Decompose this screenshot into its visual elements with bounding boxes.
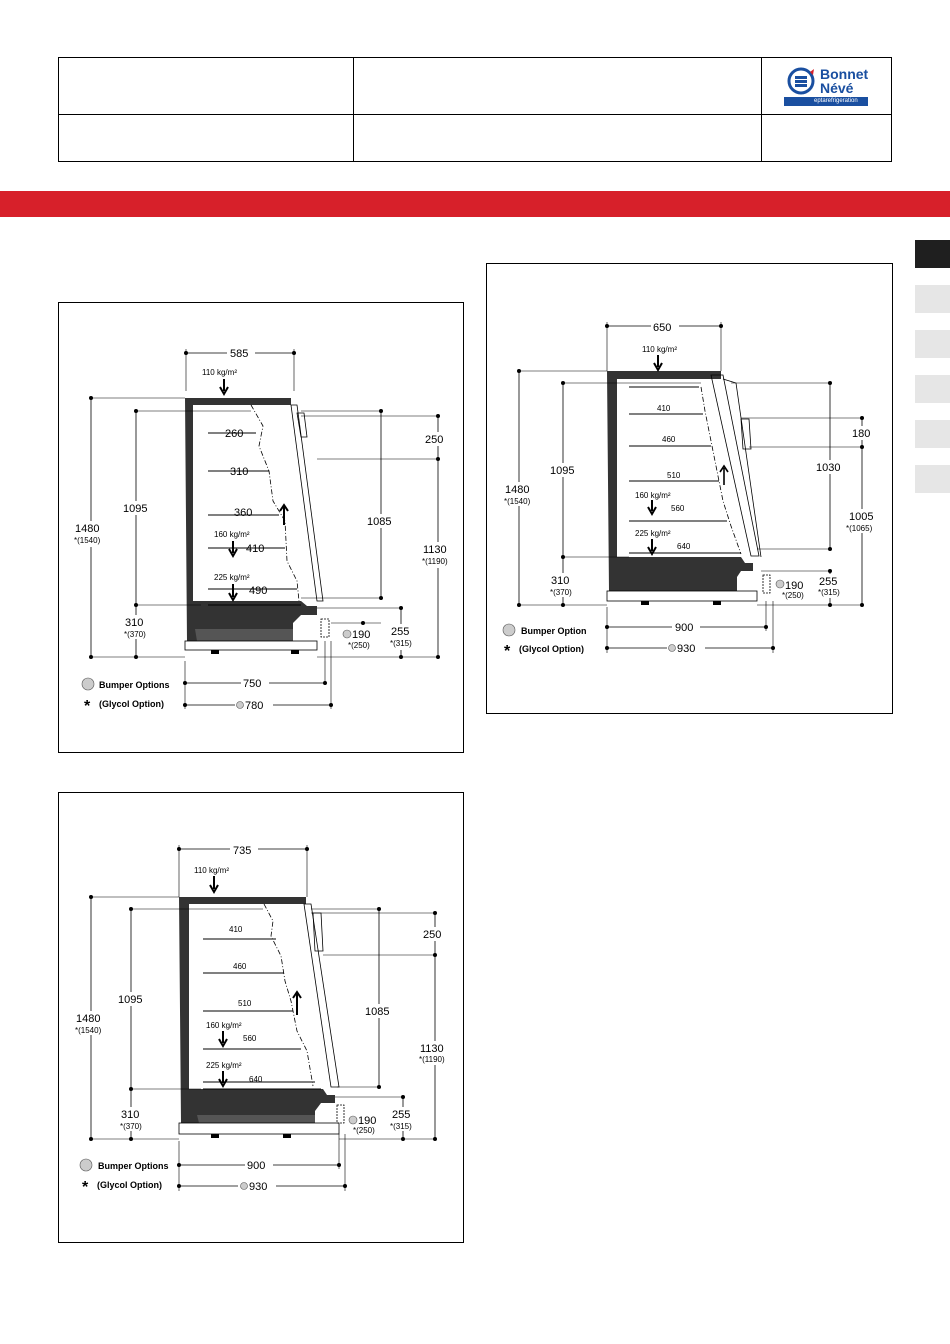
dim-point — [605, 646, 609, 650]
top-load-label: 110 kg/m² — [642, 345, 677, 354]
dim-point — [89, 396, 93, 400]
glass-pivot-icon — [720, 466, 728, 485]
dim-top-width: 650 — [653, 322, 672, 334]
dim-right-mid: 1085 — [365, 1006, 390, 1018]
dim-right-mid: 1085 — [367, 516, 392, 528]
dim-point — [379, 409, 383, 413]
plinth — [607, 591, 757, 601]
dim-point — [337, 1163, 341, 1167]
load-label: 225 kg/m² — [214, 573, 250, 582]
dim-base-height-glycol: *(370) — [550, 588, 572, 597]
dim-point — [323, 681, 327, 685]
cabinet-section-650 — [487, 264, 894, 715]
dim-height-total: 1480 — [505, 484, 530, 496]
side-tab-4[interactable] — [915, 375, 950, 403]
glass-pivot-icon — [293, 992, 301, 1015]
glycol-legend-symbol: * — [84, 698, 91, 715]
dim-point — [436, 414, 440, 418]
dim-front-height: 255 — [391, 626, 410, 638]
canopy-light — [741, 419, 751, 449]
shelf-depth-label: 360 — [234, 507, 253, 519]
dim-point — [828, 569, 832, 573]
bumper-marker-icon — [237, 702, 244, 709]
dim-overall-width: 930 — [677, 643, 696, 655]
dim-right-total: 1005 — [849, 511, 874, 523]
load-arrow-icon — [229, 584, 237, 600]
dim-point — [561, 603, 565, 607]
load-arrow-icon — [648, 500, 656, 514]
load-label: 160 kg/m² — [214, 530, 250, 539]
dim-right-total: 1130 — [420, 1043, 444, 1055]
legend-glycol: (Glycol Option) — [97, 1180, 162, 1190]
shelf-depth-label: 460 — [233, 962, 247, 971]
dim-bumper-depth: 190 — [358, 1115, 377, 1127]
glycol-legend-symbol: * — [82, 1179, 89, 1196]
dim-base-height: 310 — [121, 1109, 140, 1121]
cabinet-base-tray — [197, 1115, 315, 1123]
dim-point — [605, 324, 609, 328]
logo-name-line1: Bonnet — [820, 66, 869, 82]
dim-point — [433, 911, 437, 915]
dim-bumper-depth: 190 — [785, 580, 804, 592]
foot — [211, 1134, 219, 1138]
dim-right-total: 1130 — [423, 544, 447, 556]
glycol-bumper-outline — [763, 575, 770, 593]
dim-base-height: 310 — [551, 575, 570, 587]
dim-point — [184, 351, 188, 355]
load-arrow-icon — [219, 1031, 227, 1046]
logo-mark-icon — [786, 66, 816, 96]
bumper-marker-icon — [776, 580, 784, 588]
side-tab-5[interactable] — [915, 420, 950, 448]
dim-height-total: 1480 — [76, 1013, 101, 1025]
dim-point — [860, 416, 864, 420]
dim-point — [89, 895, 93, 899]
top-load-label: 110 kg/m² — [194, 866, 229, 875]
dim-point — [605, 625, 609, 629]
header-divider — [353, 58, 354, 161]
dim-point — [561, 381, 565, 385]
dim-bumper-depth-glycol: *(250) — [782, 591, 804, 600]
air-curtain-line — [251, 405, 299, 601]
dim-point — [860, 445, 864, 449]
dim-point — [828, 381, 832, 385]
load-label: 225 kg/m² — [635, 529, 671, 538]
dim-front-height-glycol: *(315) — [818, 588, 840, 597]
dim-point — [377, 1085, 381, 1089]
dim-point — [433, 953, 437, 957]
dim-point — [129, 1137, 133, 1141]
dim-point — [177, 847, 181, 851]
shelf-depth-label: 460 — [662, 435, 676, 444]
dim-point — [129, 907, 133, 911]
dim-point — [828, 547, 832, 551]
dim-point — [134, 655, 138, 659]
cabinet-base-tray — [195, 629, 293, 641]
bumper-marker-icon — [241, 1183, 248, 1190]
dim-point — [401, 1095, 405, 1099]
dim-point — [764, 625, 768, 629]
shelf-depth-label: 640 — [249, 1075, 263, 1084]
load-label: 160 kg/m² — [206, 1021, 242, 1030]
glycol-bumper-outline — [321, 619, 329, 637]
dim-base-width: 900 — [247, 1160, 266, 1172]
side-tab-1[interactable] — [915, 240, 950, 268]
plinth — [179, 1123, 339, 1134]
dim-point — [436, 457, 440, 461]
dim-point — [292, 351, 296, 355]
diagram-panel-2 — [486, 263, 893, 714]
glycol-legend-symbol: * — [504, 643, 511, 660]
header-divider — [59, 114, 891, 115]
bumper-marker-icon — [349, 1116, 357, 1124]
dim-point — [177, 1184, 181, 1188]
side-tab-2[interactable] — [915, 285, 950, 313]
dim-front-height-glycol: *(315) — [390, 639, 412, 648]
dim-right-mid: 1030 — [816, 462, 841, 474]
brand-logo — [784, 64, 869, 108]
dim-point — [719, 324, 723, 328]
dim-point — [343, 1184, 347, 1188]
legend-bumper: Bumper Option — [521, 626, 587, 636]
load-arrow-icon — [648, 539, 656, 554]
foot — [641, 601, 649, 605]
dim-overall-width: 930 — [249, 1181, 268, 1193]
dim-point — [379, 596, 383, 600]
dim-right-total-glycol: *(1065) — [846, 524, 873, 533]
dim-height-inner: 1095 — [123, 503, 148, 515]
dim-point — [177, 1163, 181, 1167]
dim-right-top: 180 — [852, 428, 871, 440]
dim-point — [134, 409, 138, 413]
logo-name-line2: Névé — [820, 80, 854, 96]
dim-front-height: 255 — [819, 576, 838, 588]
legend-bumper: Bumper Options — [98, 1161, 169, 1171]
dim-right-total-glycol: *(1190) — [422, 557, 448, 566]
dim-point — [828, 603, 832, 607]
dim-base-width: 900 — [675, 622, 694, 634]
dim-overall-width: 780 — [245, 700, 264, 712]
dim-bumper-depth-glycol: *(250) — [353, 1126, 375, 1135]
side-tab-3[interactable] — [915, 330, 950, 358]
legend-bumper: Bumper Options — [99, 680, 170, 690]
dim-right-top: 250 — [425, 434, 444, 446]
shelf-depth-label: 260 — [225, 428, 244, 440]
legend-glycol: (Glycol Option) — [519, 644, 584, 654]
dim-height-total: 1480 — [75, 523, 100, 535]
load-arrow-icon — [220, 379, 228, 394]
dim-front-height-glycol: *(315) — [390, 1122, 412, 1131]
bumper-marker-icon — [343, 630, 351, 638]
shelf-depth-label: 510 — [238, 999, 252, 1008]
dim-height-total-glycol: *(1540) — [504, 497, 531, 506]
shelf-depth-label: 560 — [671, 504, 685, 513]
dim-point — [183, 703, 187, 707]
canopy-light — [313, 913, 323, 951]
dim-base-width: 750 — [243, 678, 262, 690]
shelf-depth-label: 510 — [667, 471, 681, 480]
section-band — [0, 191, 950, 217]
dim-top-width: 585 — [230, 348, 249, 360]
dim-base-height-glycol: *(370) — [120, 1122, 142, 1131]
dim-height-inner: 1095 — [118, 994, 143, 1006]
dim-point — [305, 847, 309, 851]
dim-point — [329, 703, 333, 707]
foot — [283, 1134, 291, 1138]
foot — [211, 650, 219, 654]
dim-base-height: 310 — [125, 617, 144, 629]
bumper-marker-icon — [669, 645, 676, 652]
shelf-depth-label: 490 — [249, 585, 268, 597]
front-glass — [711, 375, 759, 556]
shelf-depth-label: 410 — [246, 543, 265, 555]
dim-base-height-glycol: *(370) — [124, 630, 146, 639]
bumper-legend-icon — [82, 678, 94, 690]
dim-point — [399, 606, 403, 610]
diagram-panel-3 — [58, 792, 464, 1243]
top-load-label: 110 kg/m² — [202, 368, 237, 377]
dim-right-top: 250 — [423, 929, 442, 941]
shelf-depth-label: 410 — [657, 404, 671, 413]
front-glass — [304, 904, 339, 1087]
dim-point — [361, 621, 365, 625]
dim-point — [771, 646, 775, 650]
dim-point — [377, 907, 381, 911]
shelf-depth-label: 310 — [230, 466, 249, 478]
logo-tagline: eptarefrigeration — [814, 98, 858, 104]
cabinet-section-585 — [59, 303, 465, 754]
shelf-depth-label: 560 — [243, 1034, 257, 1043]
dim-point — [517, 369, 521, 373]
plinth — [185, 641, 317, 650]
dim-height-total-glycol: *(1540) — [74, 536, 101, 545]
side-tab-6[interactable] — [915, 465, 950, 493]
load-label: 225 kg/m² — [206, 1061, 242, 1070]
dim-height-total-glycol: *(1540) — [75, 1026, 102, 1035]
load-arrow-icon — [654, 355, 662, 370]
dim-bumper-depth: 190 — [352, 629, 371, 641]
dim-top-width: 735 — [233, 845, 252, 857]
dim-height-inner: 1095 — [550, 465, 575, 477]
cabinet-section-735 — [59, 793, 465, 1244]
air-curtain-line — [264, 904, 313, 1086]
bumper-legend-icon — [503, 624, 515, 636]
header-table — [58, 57, 892, 162]
load-label: 160 kg/m² — [635, 491, 671, 500]
legend-glycol: (Glycol Option) — [99, 699, 164, 709]
foot — [291, 650, 299, 654]
dim-bumper-depth-glycol: *(250) — [348, 641, 370, 650]
diagram-panel-1 — [58, 302, 464, 753]
load-arrow-icon — [219, 1071, 227, 1086]
header-divider — [761, 58, 762, 161]
load-arrow-icon — [210, 876, 218, 892]
shelf-depth-label: 410 — [229, 925, 243, 934]
foot — [713, 601, 721, 605]
dim-front-height: 255 — [392, 1109, 411, 1121]
glycol-bumper-outline — [337, 1105, 344, 1123]
dim-right-total-glycol: *(1190) — [419, 1055, 445, 1064]
bumper-legend-icon — [80, 1159, 92, 1171]
dim-point — [183, 681, 187, 685]
shelf-depth-label: 640 — [677, 542, 691, 551]
